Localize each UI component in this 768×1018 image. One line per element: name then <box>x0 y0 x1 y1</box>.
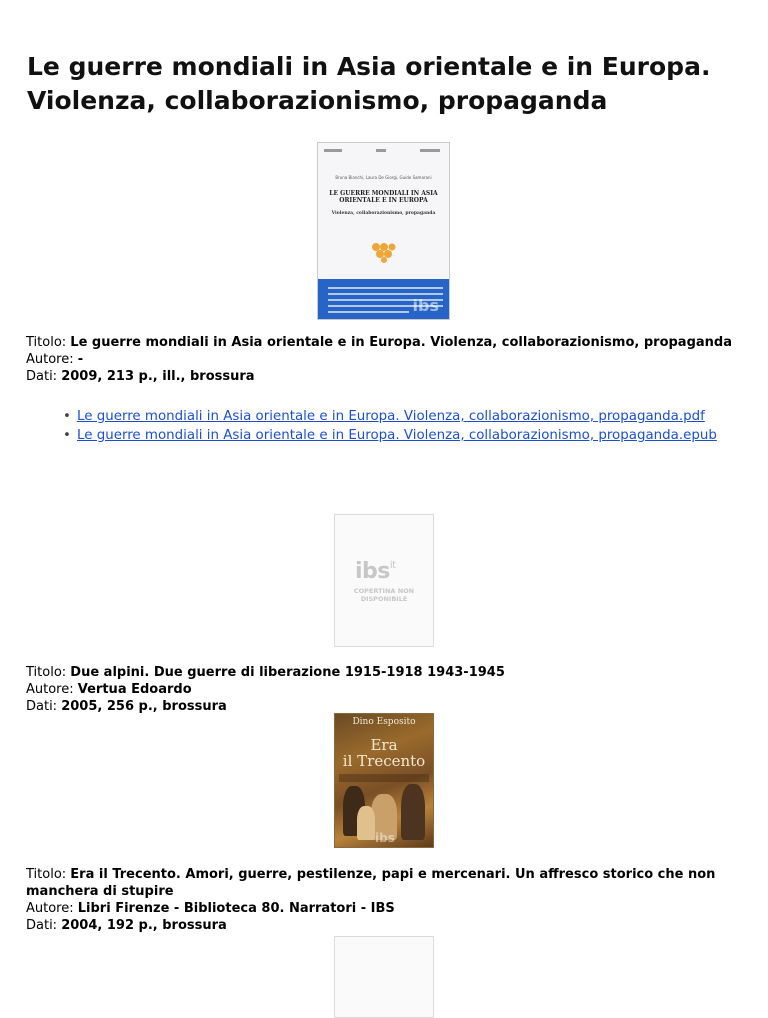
download-link-pdf[interactable]: Le guerre mondiali in Asia orientale e in Europa. Violenza, collaborazionismo, propaganda.pdf <box>77 409 705 424</box>
cover-author: Dino Esposito <box>352 717 416 727</box>
book-title-row: Titolo: Le guerre mondiali in Asia orientale e in Europa. Violenza, collaborazionismo, propaganda <box>26 335 732 350</box>
cover-emblem-icon <box>368 241 398 263</box>
book-title: Era il Trecento. Amori, guerre, pestilenze, papi e mercenari. Un affresco storico che non manchera di stupire <box>26 867 716 899</box>
book-title: Le guerre mondiali in Asia orientale e in Europa. Violenza, collaborazionismo, propaganda <box>70 335 732 350</box>
book-data-row: Dati: 2004, 192 p., brossura <box>26 918 227 933</box>
page-title: Le guerre mondiali in Asia orientale e in Europa. Violenza, collaborazionismo, propaganda <box>27 52 711 115</box>
book-title: Due alpini. Due guerre di liberazione 1915-1918 1943-1945 <box>70 665 505 680</box>
download-links <box>60 407 717 445</box>
book-author: Libri Firenze - Biblioteca 80. Narratori - IBS <box>77 901 395 916</box>
book-data: 2009, 213 p., ill., brossura <box>61 369 255 384</box>
cover-title-line-2: il Trecento <box>342 752 426 770</box>
book-data: 2005, 256 p., brossura <box>61 699 227 714</box>
book-author-row: Autore: Libri Firenze - Biblioteca 80. Narratori - IBS <box>26 901 395 916</box>
download-link-epub-item <box>60 426 717 445</box>
book-author: Vertua Edoardo <box>77 682 192 697</box>
cover-title-line-1: Era <box>370 736 398 754</box>
book-author-row: Autore: Vertua Edoardo <box>26 682 192 697</box>
book-cover-image <box>317 142 450 320</box>
book-metadata <box>26 334 746 385</box>
download-link-pdf-item <box>60 407 717 426</box>
cover-authors: Bruna Bianchi, Laura De Giorgi, Guido Samarani <box>335 175 432 180</box>
ibs-logo: ibs$^{it}$ <box>355 559 396 584</box>
cover-publisher-bar <box>318 147 449 161</box>
cover-watermark: ibs <box>375 831 395 845</box>
book-author-row: Autore: - <box>26 352 84 367</box>
cover-subtitle: Violenza, collaborazionismo, propaganda <box>331 211 436 216</box>
book-cover-image <box>334 713 434 848</box>
book-title-row: Titolo: Due alpini. Due guerre di liberazione 1915-1918 1943-1945 <box>26 665 505 680</box>
book-cover-placeholder <box>334 514 434 647</box>
book-cover-placeholder <box>334 936 434 1018</box>
book-author: - <box>77 352 84 367</box>
cover-title: LE GUERRE MONDIALI IN ASIA ORIENTALE E IN EUROPA <box>329 190 438 204</box>
book-data-row: Dati: 2009, 213 p., ill., brossura <box>26 369 255 384</box>
book-metadata <box>26 664 746 715</box>
cover-unavailable-text: COPERTINA NON DISPONIBILE <box>353 587 415 603</box>
book-data: 2004, 192 p., brossura <box>61 918 227 933</box>
book-metadata <box>26 866 746 934</box>
cover-watermark: ibs <box>412 296 439 315</box>
book-data-row: Dati: 2005, 256 p., brossura <box>26 699 227 714</box>
download-link-epub[interactable]: Le guerre mondiali in Asia orientale e in Europa. Violenza, collaborazionismo, propaganda.epub <box>77 428 717 443</box>
book-title-row: Titolo: Era il Trecento. Amori, guerre, pestilenze, papi e mercenari. Un affresco storico che non manchera di stupire <box>26 867 716 899</box>
cover-subtitle-strip <box>339 774 429 782</box>
